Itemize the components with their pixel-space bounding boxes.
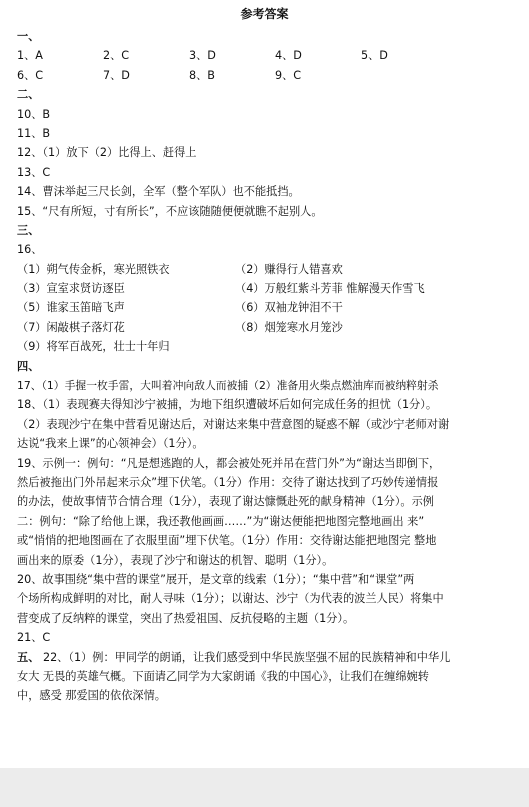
question-number: 16、: [17, 243, 43, 257]
answer-line: 13、C: [17, 165, 51, 179]
answer-line: （2）表现沙宁在集中营看见谢达后，对谢达来集中营意图的疑惑不解（或沙宁老师对谢: [17, 417, 450, 431]
page-title: 参考答案: [240, 7, 289, 21]
answer-item: 4、D: [275, 49, 302, 63]
answer-line: 二：例句：“除了给他上课，我还教他画画……”为“谢达便能把地图完整地画出 来”: [17, 514, 425, 528]
answer-line: 达说“我来上课”的心领神会）（1分）。: [17, 437, 204, 451]
answer-line: 20、故事围绕“集中营的课堂”展开，是文章的线索（1分）；“集中营”和“课堂”两: [17, 572, 415, 586]
answer-item: 6、C: [17, 68, 44, 82]
poem-line: （1）朔气传金柝，寒光照铁衣: [17, 262, 170, 276]
answer-line: 营变成了反纳粹的课堂，突出了热爱祖国、反抗侵略的主题（1分）。: [17, 611, 355, 625]
answer-item: 7、D: [103, 68, 130, 82]
poem-line: （3）宣室求贤访逐臣: [17, 282, 125, 296]
choice-row-2: [17, 66, 517, 85]
answer-item: 3、D: [189, 49, 216, 63]
answer-line: 然后被拖出门外吊起来示众”埋下伏笔。（1分）作用：交待了谢达找到了巧妙传递情报: [17, 475, 439, 489]
section-heading-4: 四、: [17, 359, 40, 373]
answer-item: 1、A: [17, 49, 43, 63]
poem-line: （6）双袖龙钟泪不干: [235, 301, 343, 315]
answer-line: 14、曹沫举起三尺长剑，全军（整个军队）也不能抵挡。: [17, 185, 300, 199]
poem-line: （5）谁家玉笛暗飞声: [17, 301, 125, 315]
answer-line: 个场所构成鲜明的对比，耐人寻味（1分）；以谢达、沙宁（为代表的波兰人民）将集中: [17, 592, 444, 606]
answer-line: 画出来的原委（1分），表现了沙宁和谢达的机智、聪明（1分）。: [17, 553, 334, 567]
poem-line: （9）将军百战死，壮士十年归: [17, 340, 170, 354]
poem-line: （2）赚得行人错喜欢: [235, 262, 343, 276]
answer-line: 12、（1）放下（2）比得上、赶得上: [17, 146, 197, 160]
answer-line: 19、示例一：例句：“凡是想逃跑的人，都会被处死并吊在营门外”为“谢达当即倒下，: [17, 456, 441, 470]
answer-line: 11、B: [17, 126, 51, 140]
poem-line: （4）万般红紫斗芳菲 惟解漫天作雪飞: [235, 282, 425, 296]
answer-line: 21、C: [17, 631, 51, 645]
answer-line: 17、（1）手握一枚手雷，大叫着冲向敌人而被捕（2）准备用火柴点燃油库而被纳粹射杀: [17, 379, 439, 393]
poem-answers: [17, 260, 517, 338]
section-heading-3: 三、: [17, 223, 40, 237]
section-heading-5: 五、: [17, 650, 40, 664]
section-heading-2: 二、: [17, 88, 40, 102]
answer-line: 10、B: [17, 107, 51, 121]
answer-line: 22、（1）例：甲同学的朗诵，让我们感受到中华民族坚强不屈的民族精神和中华儿: [39, 650, 451, 664]
poem-line: （7）闲敲棋子落灯花: [17, 320, 125, 334]
answer-line: 15、“尺有所短，寸有所长”，不应该随随便便就瞧不起别人。: [17, 204, 323, 218]
bottom-band: [0, 768, 529, 807]
answer-item: 2、C: [103, 49, 130, 63]
poem-line: （8）烟笼寒水月笼沙: [235, 320, 343, 334]
answer-line: 的办法，使故事情节合情合理（1分），表现了谢达慷慨赴死的献身精神（1分）。示例: [17, 495, 434, 509]
choice-row-1: [17, 46, 517, 65]
answer-line: 或“悄悄的把地图画在了衣服里面”埋下伏笔。（1分）作用：交待谢达能把地图完 整地: [17, 534, 437, 548]
answer-line: 女大 无畏的英雄气概。下面请乙同学为大家朗诵《我的中国心》，让我们在缠绵婉转: [17, 669, 429, 683]
answer-item: 5、D: [361, 49, 388, 63]
section-heading-1: 一、: [17, 30, 40, 43]
section-5-first-line: [17, 648, 517, 667]
answer-line: 中，感受 那爱国的依依深情。: [17, 689, 166, 703]
answer-item: 9、C: [275, 68, 302, 82]
answer-item: 8、B: [189, 68, 215, 82]
answer-content: [17, 27, 517, 706]
answer-line: 18、（1）表现赛夫得知沙宁被捕，为地下组织遭破坏后如何完成任务的担忧（1分）。: [17, 398, 438, 412]
